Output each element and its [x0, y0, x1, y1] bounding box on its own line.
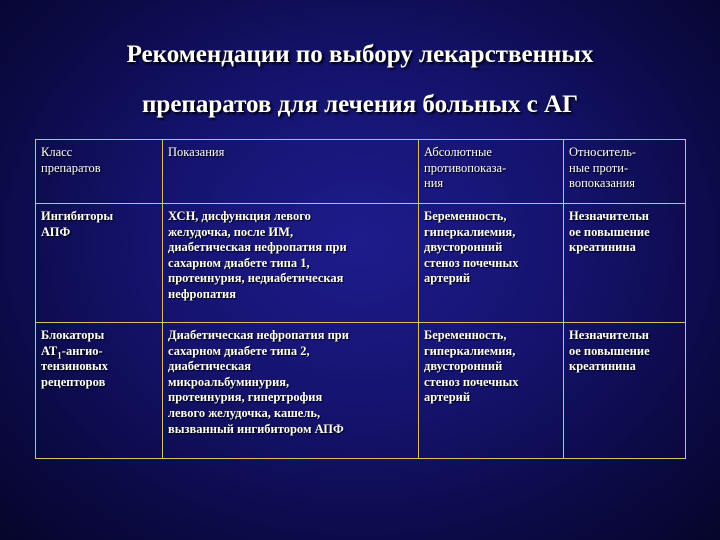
drug-class-text-part-1: Блокаторы АТ	[41, 328, 105, 358]
drug-class-subscript: 1	[57, 350, 62, 361]
cell-relative	[564, 204, 686, 323]
header-drug-class-text: Класс препаратов	[41, 145, 101, 175]
indications-text: ХСН, дисфункция левого желудочка, после ИМ, диабетическая нефропатия при сахарном диабете типа 1, протеинурия, недиабетическая нефропатия	[168, 209, 347, 301]
header-absolute-text: Абсолютные противопоказа- ния	[424, 145, 507, 191]
absolute-text: Беременность, гиперкалиемия, двусторонний стеноз почечных артерий	[424, 209, 519, 286]
cell-drug-class	[36, 204, 163, 323]
cell-absolute	[419, 204, 564, 323]
drug-class-text: Ингибиторы АПФ	[41, 209, 114, 239]
cell-absolute	[419, 323, 564, 459]
header-indications-text: Показания	[168, 145, 225, 159]
relative-text: Незначительн ое повышение креатинина	[569, 209, 650, 255]
header-cell-drug-class	[36, 140, 163, 204]
header-relative-text: Относитель- ные проти- вопоказания	[569, 145, 637, 191]
cell-drug-class	[36, 323, 163, 459]
recommendations-table	[35, 139, 686, 459]
relative-text: Незначительн ое повышение креатинина	[569, 328, 650, 374]
header-cell-relative	[564, 140, 686, 204]
cell-indications	[163, 323, 419, 459]
slide-title-line-1: Рекомендации по выбору лекарственных	[126, 41, 594, 68]
header-cell-absolute	[419, 140, 564, 204]
slide-title	[0, 30, 720, 130]
indications-text: Диабетическая нефропатия при сахарном диабете типа 2, диабетическая микроальбуминурия, протеинурия, гипертрофия левого желудочка, кашель, вызванный ингибитором АПФ	[168, 328, 349, 436]
drug-class-text	[41, 328, 158, 390]
cell-indications	[163, 204, 419, 323]
slide-title-line-2: препаратов для лечения больных с АГ	[142, 91, 578, 118]
cell-relative	[564, 323, 686, 459]
drug-class-text-part-2: -ангио- тензиновых рецепторов	[41, 343, 109, 389]
table-header-row	[36, 140, 686, 204]
table-row	[36, 204, 686, 323]
table-row	[36, 323, 686, 459]
absolute-text: Беременность, гиперкалиемия, двусторонний стеноз почечных артерий	[424, 328, 519, 405]
header-cell-indications	[163, 140, 419, 204]
